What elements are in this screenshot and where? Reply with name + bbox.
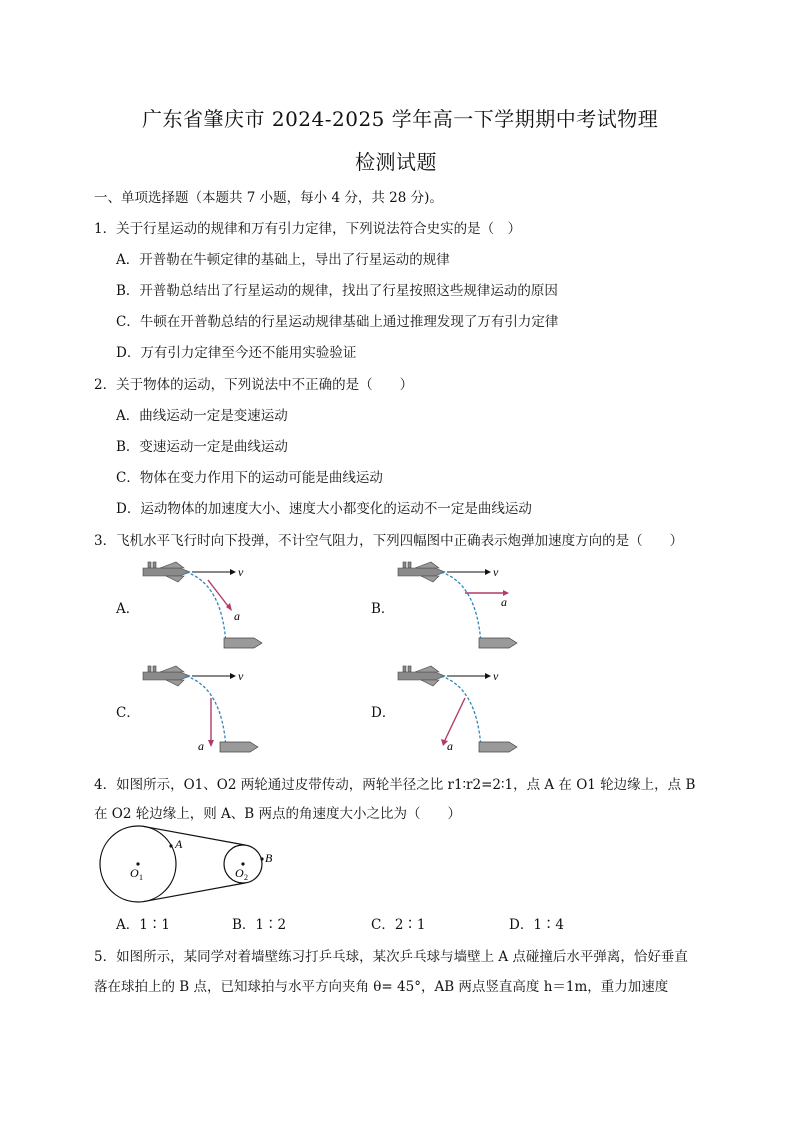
trajectory-curve — [441, 572, 481, 644]
acceleration-arrow — [208, 580, 228, 606]
point-a — [169, 844, 172, 847]
q4-option-c: C．2∶1 — [371, 917, 426, 933]
airplane-icon — [398, 562, 445, 582]
point-a-label: A — [175, 837, 183, 851]
velocity-label: v — [238, 669, 244, 683]
velocity-label: v — [238, 565, 244, 579]
target-shell-icon — [479, 638, 517, 648]
q5-line2: 落在球拍上的 B 点，已知球拍与水平方向夹角 θ= 45°，AB 两点竖直高度 h＝1m，重力加速度 — [94, 979, 669, 995]
q1-stem: 1．关于行星运动的规律和万有引力定律，下列说法符合史实的是（ ） — [94, 221, 522, 237]
trajectory-curve — [186, 572, 226, 644]
target-shell-icon — [220, 742, 258, 752]
page-subtitle: 检测试题 — [355, 150, 437, 174]
airplane-icon — [143, 666, 190, 686]
q1-option-d: D．万有引力定律至今还不能用实验验证 — [116, 345, 357, 361]
target-shell-icon — [479, 742, 517, 752]
q3-figure-b — [395, 558, 525, 656]
q3-label-a: A． — [116, 601, 140, 617]
q3-figure-d — [395, 662, 525, 760]
q3-stem: 3．飞机水平飞行时向下投弹，不计空气阻力，下列四幅图中正确表示炮弹加速度方向的是（ ） — [94, 533, 684, 549]
q2-option-a: A．曲线运动一定是变速运动 — [116, 408, 288, 424]
q3-figure-c — [140, 662, 270, 760]
q4-option-d: D．1∶4 — [509, 917, 565, 933]
belt-bottom — [143, 883, 245, 902]
page-title: 广东省肇庆市 2024-2025 学年高一下学期期中考试物理 — [142, 107, 659, 131]
q5-line1: 5．如图所示，某同学对着墙壁练习打乒乓球，某次乒乓球与墙壁上 A 点碰撞后水平弹离，恰好垂直 — [94, 949, 688, 965]
belt-top — [143, 826, 245, 845]
q3-label-d: D． — [371, 705, 396, 721]
q3-label-c: C． — [116, 705, 140, 721]
q4-belt-pulley-figure — [96, 824, 286, 906]
center-o1-label: O — [130, 866, 139, 880]
target-shell-icon — [224, 638, 262, 648]
acceleration-label: a — [501, 595, 507, 609]
q1-option-c: C．牛顿在开普勒总结的行星运动规律基础上通过推理发现了万有引力定律 — [116, 314, 559, 330]
q4-stem-line2: 在 O2 轮边缘上，则 A、B 两点的角速度大小之比为（ ） — [94, 806, 461, 822]
q1-option-a: A．开普勒在牛顿定律的基础上，导出了行星运动的规律 — [116, 252, 450, 268]
center-o2-label: O — [235, 866, 244, 880]
airplane-icon — [398, 666, 445, 686]
acceleration-label: a — [234, 609, 240, 623]
airplane-icon — [143, 562, 190, 582]
point-b — [260, 857, 263, 860]
q3-label-b: B． — [371, 601, 395, 617]
acceleration-label: a — [447, 739, 453, 753]
q1-option-b: B．开普勒总结出了行星运动的规律，找出了行星按照这些规律运动的原因 — [116, 283, 558, 299]
velocity-label: v — [493, 565, 499, 579]
q2-option-d: D．运动物体的加速度大小、速度大小都变化的运动不一定是曲线运动 — [116, 501, 532, 517]
q4-option-a: A．1∶1 — [116, 917, 170, 933]
q2-option-b: B．变速运动一定是曲线运动 — [116, 439, 288, 455]
velocity-label: v — [493, 669, 499, 683]
q4-option-b: B．1∶2 — [232, 917, 287, 933]
center-o1-subscript: 1 — [139, 873, 143, 882]
center-o2-subscript: 2 — [244, 873, 248, 882]
point-b-label: B — [265, 851, 273, 865]
trajectory-curve — [186, 676, 226, 748]
q3-figure-a — [140, 558, 270, 656]
acceleration-arrow — [445, 698, 465, 740]
q2-option-c: C．物体在变力作用下的运动可能是曲线运动 — [116, 470, 383, 486]
section-heading: 一、单项选择题（本题共 7 小题，每小 4 分，共 28 分)。 — [94, 190, 443, 206]
q2-stem: 2．关于物体的运动，下列说法中不正确的是（ ） — [94, 377, 414, 393]
acceleration-label: a — [198, 739, 204, 753]
q4-stem-line1: 4．如图所示，O1、O2 两轮通过皮带传动，两轮半径之比 r1∶r2=2∶1，点 A 在 O1 轮边缘上，点 B — [94, 777, 696, 793]
